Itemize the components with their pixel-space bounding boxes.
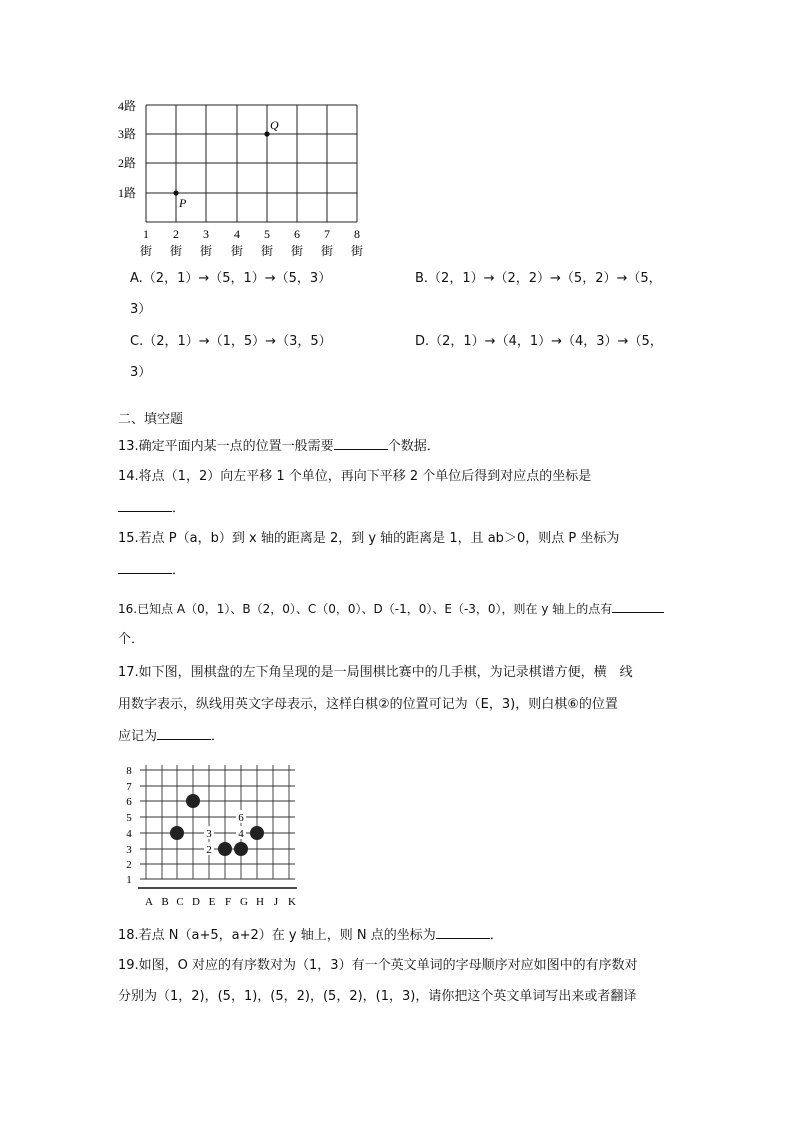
q17-text: 应记为 — [118, 729, 158, 744]
q17-text-end: ． — [211, 729, 225, 744]
q14-text-end: ． — [172, 501, 186, 516]
q18-text-end: ． — [489, 928, 503, 943]
black-stone-h4 — [250, 826, 264, 840]
black-stone-c4 — [170, 826, 184, 840]
choice-c: C.（2，1）→（1，5）→（3，5） — [130, 334, 332, 349]
q15-text-end: ． — [172, 563, 186, 578]
col-suffix-5: 街 — [260, 244, 274, 258]
street-grid — [146, 105, 357, 222]
point-q-dot — [264, 131, 269, 136]
q15-answer-blank[interactable] — [118, 561, 172, 574]
question-19-line2: 分别为（1，2)，(5，1)，(5，2)，(5，2)，(1，3)，请你把这个英文单词写出来或者翻译 — [118, 989, 637, 1004]
col-suffix-7: 街 — [320, 244, 334, 258]
q13-text: 13.确定平面内某一点的位置一般需要 — [118, 439, 334, 454]
col-A: A — [145, 896, 153, 908]
row-5: 5 — [126, 812, 132, 824]
row-8: 8 — [126, 765, 132, 777]
col-B: B — [161, 896, 169, 908]
choice-b-line2: 3） — [130, 302, 152, 317]
choice-b-line1: B.（2，1）→（2，2）→（5，2）→（5， — [415, 271, 662, 286]
go-board-figure — [112, 757, 307, 909]
go-board-grid — [140, 765, 295, 879]
col-suffix-1: 街 — [139, 244, 153, 258]
choice-d-line2: 3） — [130, 365, 152, 380]
col-number-1: 1 — [143, 227, 149, 241]
col-suffix-2: 街 — [169, 244, 183, 258]
question-16-line1 — [118, 600, 664, 619]
col-H: H — [256, 896, 264, 908]
white-stone-6: 6 — [238, 812, 244, 824]
col-C: C — [176, 896, 184, 908]
section-title: 二、填空题 — [118, 412, 184, 427]
point-q-label: Q — [270, 118, 279, 132]
q18-answer-blank[interactable] — [436, 926, 490, 939]
go-row-labels — [126, 765, 132, 886]
q13-text-end: 个数据． — [387, 439, 440, 454]
question-14-line2 — [118, 499, 185, 518]
question-13 — [118, 437, 440, 456]
col-number-4: 4 — [234, 227, 240, 241]
question-17-line2: 用数字表示，纵线用英文字母表示，这样白棋②的位置可记为（E，3)，则白棋⑥的位置 — [118, 697, 618, 712]
col-number-7: 7 — [324, 227, 330, 241]
col-number-8: 8 — [354, 227, 360, 241]
row-2: 2 — [126, 859, 132, 871]
point-p-label: P — [179, 196, 187, 210]
col-number-2: 2 — [173, 227, 179, 241]
col-number-3: 3 — [203, 227, 209, 241]
choice-d-line1: D.（2，1）→（4，1）→（4，3）→（5， — [415, 334, 663, 349]
street-column-labels — [140, 227, 363, 258]
row-4: 4 — [126, 828, 132, 840]
row-7: 7 — [126, 781, 132, 793]
row-3: 3 — [126, 844, 132, 856]
q17-answer-blank[interactable] — [157, 727, 211, 740]
white-stone-2: 2 — [206, 844, 212, 856]
row-label-1: 1路 — [118, 186, 137, 200]
row-label-4: 4路 — [118, 99, 137, 113]
col-G: G — [240, 896, 248, 908]
q14-answer-blank[interactable] — [118, 499, 172, 512]
col-suffix-4: 街 — [230, 244, 244, 258]
row-label-2: 2路 — [118, 156, 137, 170]
black-stone-g3 — [234, 842, 248, 856]
black-stone-d6 — [186, 794, 200, 808]
white-stone-4: 4 — [238, 828, 244, 840]
col-F: F — [224, 896, 232, 908]
col-K: K — [288, 896, 296, 908]
q16-answer-blank[interactable] — [612, 600, 664, 613]
col-suffix-3: 街 — [199, 244, 213, 258]
white-stone-3: 3 — [206, 828, 212, 840]
point-p-dot — [173, 190, 178, 195]
question-15-line1: 15.若点 P（a，b）到 x 轴的距离是 2，到 y 轴的距离是 1，且 ab＞0，则点 P 坐标为 — [118, 531, 620, 546]
col-number-6: 6 — [294, 227, 300, 241]
choice-a: A.（2，1）→（5，1）→（5，3） — [130, 271, 332, 286]
col-suffix-6: 街 — [290, 244, 304, 258]
go-col-labels — [145, 896, 296, 908]
question-16-line2: 个． — [118, 632, 145, 647]
black-stone-f3 — [218, 842, 232, 856]
col-suffix-8: 街 — [350, 244, 364, 258]
question-18 — [118, 926, 503, 945]
street-map-figure — [110, 96, 375, 261]
question-17-line1: 17.如下图，围棋盘的左下角呈现的是一局围棋比赛中的几手棋，为记录棋谱方便，横 线 — [118, 665, 633, 680]
row-6: 6 — [126, 796, 132, 808]
q18-text: 18.若点 N（a+5，a+2）在 y 轴上，则 N 点的坐标为 — [118, 928, 436, 943]
col-D: D — [192, 896, 200, 908]
row-1: 1 — [126, 874, 132, 886]
col-number-5: 5 — [264, 227, 270, 241]
question-15-line2 — [118, 561, 185, 580]
question-19-line1: 19.如图，O 对应的有序数对为（1，3）有一个英文单词的字母顺序对应如图中的有序数对 — [118, 958, 638, 973]
question-17-line3 — [118, 727, 224, 746]
col-J: J — [273, 896, 279, 908]
q16-text: 16.已知点 A（0，1）、B（2，0）、C（0，0）、D（-1，0）、E（-3，0），则在 y 轴上的点有 — [118, 602, 613, 616]
q13-answer-blank[interactable] — [334, 437, 388, 450]
col-E: E — [208, 896, 216, 908]
question-14-line1: 14.将点（1，2）向左平移 1 个单位，再向下平移 2 个单位后得到对应点的坐标是 — [118, 469, 592, 484]
row-label-3: 3路 — [118, 127, 137, 141]
